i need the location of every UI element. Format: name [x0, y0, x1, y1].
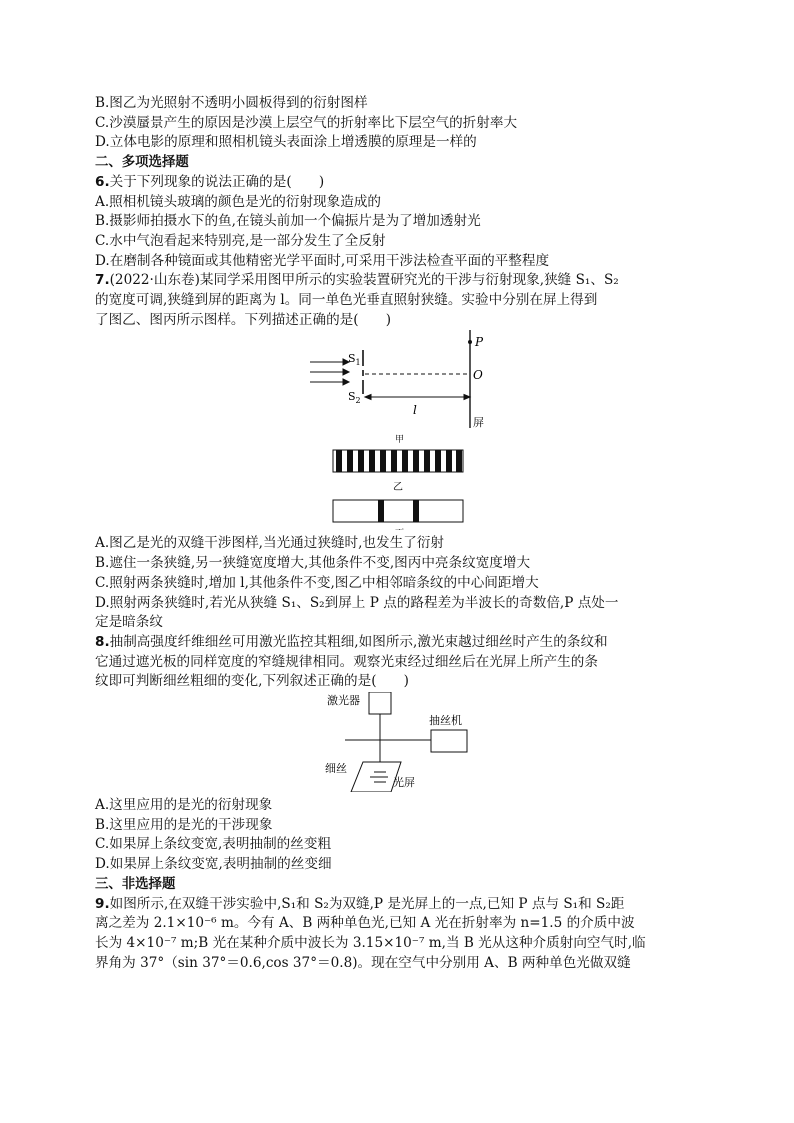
screen-label-q8: 光屏	[393, 776, 415, 790]
q8-option-b: B.这里应用的是光的干涉现象	[95, 816, 273, 833]
screen-label: 屏	[473, 416, 484, 430]
q8-figure	[95, 692, 705, 792]
distance-l-arrow	[365, 395, 470, 400]
pattern-bing	[333, 500, 463, 522]
q9-stem-line-3: 长为 4×10⁻⁷ m;B 光在某种介质中波长为 3.15×10⁻⁷ m,当 B 光从这种介质射向空气时,临	[95, 934, 646, 951]
q8-option-a: A.这里应用的是光的衍射现象	[95, 797, 273, 814]
q9-stem-line-2: 离之差为 2.1×10⁻⁶ m。今有 A、B 两种单色光,已知 A 光在折射率为 n=1.5 的介质中波	[95, 915, 635, 932]
q6-option-c: C.水中气泡看起来特别亮,是一部分发生了全反射	[95, 232, 386, 249]
q7-option-a: A.图乙是光的双缝干涉图样,当光通过狭缝时,也发生了衍射	[95, 535, 445, 552]
q6-stem	[95, 173, 705, 193]
q9-stem-line-4: 界角为 37°（sin 37°＝0.6,cos 37°＝0.8)。现在空气中分别用 A、B 两种单色光做双缝	[95, 954, 631, 971]
q6-option-b: B.摄影师拍摄水下的鱼,在镜头前加一个偏振片是为了增加透射光	[95, 213, 481, 230]
q5-option-d: D.立体电影的原理和照相机镜头表面涂上增透膜的原理是一样的	[95, 134, 477, 151]
q7-stem-line-2: 的宽度可调,狭缝到屏的距离为 l。同一单色光垂直照射狭缝。实验中分别在屏上得到	[95, 292, 598, 309]
q8-stem-line-3: 纹即可判断细丝粗细的变化,下列叙述正确的是( )	[95, 673, 409, 690]
l-label: l	[413, 403, 417, 418]
q6-number: 6.	[95, 173, 110, 190]
p-label: P	[475, 335, 484, 350]
q8-stem-line-2: 它通过遮光板的同样宽度的窄缝规律相同。观察光束经过细丝后在光屏上所产生的条	[95, 653, 598, 670]
o-label: O	[473, 368, 483, 383]
page-content	[95, 94, 705, 973]
incident-light-arrows	[310, 359, 349, 385]
q5-option-b: B.图乙为光照射不透明小圆板得到的衍射图样	[95, 95, 368, 111]
puller-box	[431, 730, 467, 752]
wire-label: 细丝	[325, 762, 347, 776]
q9-stem-line-1: 9.如图所示,在双缝干涉实验中,S₁和 S₂为双缝,P 是光屏上的一点,已知 P 点与 S₁和 S₂距	[95, 895, 625, 912]
q8-option-c: C.如果屏上条纹变宽,表明抽制的丝变粗	[95, 836, 332, 853]
section-3-title: 三、非选择题	[95, 876, 176, 892]
q7-option-d: D.照射两条狭缝时,若光从狭缝 S₁、S₂到屏上 P 点的路程差为半波长的奇数倍,P 点处一	[95, 594, 619, 611]
q7-option-c: C.照射两条狭缝时,增加 l,其他条件不变,图乙中相邻暗条纹的中心间距增大	[95, 574, 539, 591]
q7-figure	[95, 330, 705, 530]
q7-stem-line-3: 了图乙、图丙所示图样。下列描述正确的是( )	[95, 311, 392, 328]
laser-label: 激光器	[327, 694, 360, 708]
q6-option-d: D.在磨制各种镜面或其他精密光学平面时,可采用干涉法检查平面的平整程度	[95, 252, 550, 269]
q8-number: 8.	[95, 633, 110, 650]
bing-label	[395, 528, 404, 530]
q6-stem-text: 关于下列现象的说法正确的是( )	[109, 173, 325, 190]
q7-option-d-cont: 定是暗条纹	[95, 614, 163, 631]
section-2-title: 二、多项选择题	[95, 155, 189, 171]
puller-label: 抽丝机	[429, 714, 462, 728]
pattern-yi	[333, 450, 463, 472]
laser-box	[369, 692, 391, 714]
s2-label: $S_2$	[348, 390, 361, 406]
s1-label: $S_1$	[348, 352, 361, 368]
yi-label: 乙	[393, 482, 403, 494]
q5-option-c: C.沙漠蜃景产生的原因是沙漠上层空气的折射率比下层空气的折射率大	[95, 114, 518, 131]
q6-option-a: A.照相机镜头玻璃的颜色是光的衍射现象造成的	[95, 193, 382, 210]
q8-option-d: D.如果屏上条纹变宽,表明抽制的丝变细	[95, 856, 332, 873]
jia-label: 甲	[395, 435, 405, 446]
q7-stem-line-1: 7.(2022·山东卷)某同学采用图甲所示的实验装置研究光的干涉与衍射现象,狭缝 S₁、S₂	[95, 272, 619, 289]
q7-option-b: B.遮住一条狭缝,另一狭缝宽度增大,其他条件不变,图丙中亮条纹宽度增大	[95, 555, 531, 572]
q7-number: 7.	[95, 272, 110, 289]
point-p	[468, 340, 472, 344]
q9-number: 9.	[95, 895, 110, 912]
q8-stem-line-1: 8.抽制高强度纤维细丝可用激光监控其粗细,如图所示,激光束越过细丝时产生的条纹和	[95, 633, 608, 650]
